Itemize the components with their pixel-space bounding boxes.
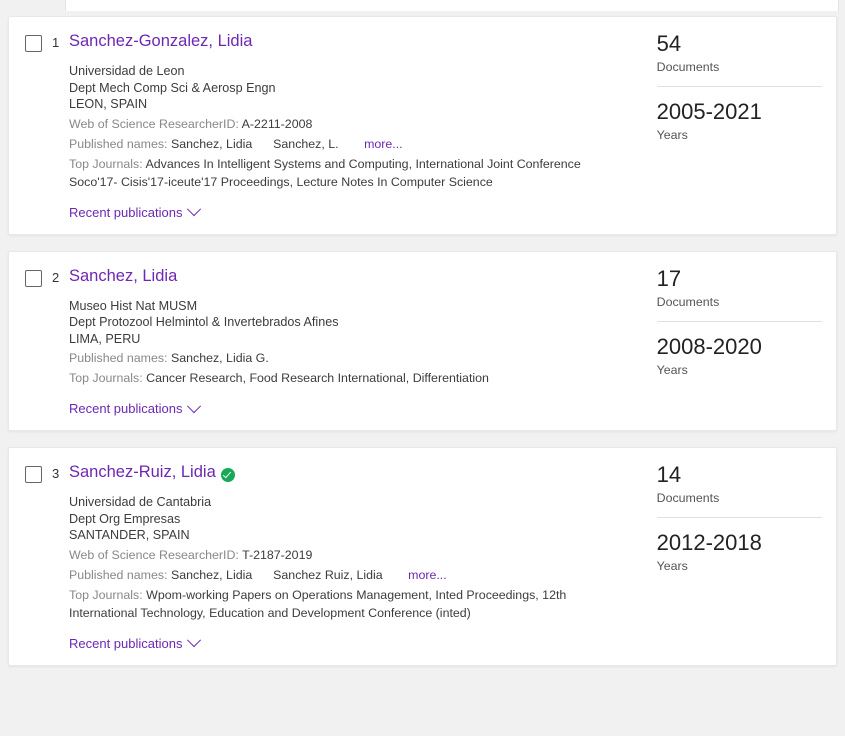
author-name-link[interactable]: Sanchez-Ruiz, Lidia xyxy=(69,463,216,481)
select-checkbox[interactable] xyxy=(25,270,42,287)
top-journals-line xyxy=(69,369,609,387)
documents-label: Documents xyxy=(656,491,720,505)
published-names-line xyxy=(69,135,649,153)
author-organization: Universidad de Leon xyxy=(69,64,185,78)
published-name: Sanchez, Lidia xyxy=(170,136,253,151)
researcher-id-value: T-2187-2019 xyxy=(242,547,313,562)
author-department: Dept Protozool Helmintol & Invertebrados Afines xyxy=(69,315,339,329)
select-checkbox[interactable] xyxy=(25,35,42,52)
researcher-id-value: A-2211-2008 xyxy=(241,116,313,131)
author-city-country: SANTANDER, SPAIN xyxy=(69,528,190,542)
more-names-link[interactable]: more... xyxy=(364,136,403,151)
documents-label: Documents xyxy=(656,294,720,309)
years-stat xyxy=(657,530,822,585)
author-results-list xyxy=(0,16,845,682)
card-stats-column xyxy=(657,31,836,222)
author-details xyxy=(69,266,657,419)
stat-divider xyxy=(657,86,822,87)
published-names-label: Published names: xyxy=(69,351,168,365)
card-inner xyxy=(9,266,836,419)
top-journals-line xyxy=(69,155,609,191)
more-names-link[interactable]: more... xyxy=(408,567,447,582)
years-label: Years xyxy=(656,362,688,377)
author-department: Dept Org Empresas xyxy=(69,511,181,526)
years-range: 2012-2018 xyxy=(656,530,762,555)
published-name: Sanchez, Lidia xyxy=(170,567,253,582)
years-stat xyxy=(657,99,822,154)
published-names-label: Published names: xyxy=(69,136,168,151)
years-stat xyxy=(657,334,822,389)
documents-count: 14 xyxy=(656,462,682,487)
author-name-link[interactable]: Sanchez-Gonzalez, Lidia xyxy=(69,32,253,50)
published-names-line xyxy=(69,566,649,584)
author-organization: Museo Hist Nat MUSM xyxy=(69,298,198,313)
recent-publications-label: Recent publications xyxy=(69,204,183,220)
documents-count: 17 xyxy=(656,265,682,291)
researcher-id-line xyxy=(69,115,649,133)
published-name: Sanchez, Lidia G. xyxy=(170,351,269,365)
select-area xyxy=(25,31,69,222)
top-journals-value: Cancer Research, Food Research International, Differentiation xyxy=(146,371,489,385)
documents-label: Documents xyxy=(656,60,720,74)
chevron-down-icon xyxy=(187,633,201,647)
card-stats-column xyxy=(657,266,836,419)
top-journals-label: Top Journals: xyxy=(69,156,143,171)
author-organization: Universidad de Cantabria xyxy=(69,495,212,509)
author-department: Dept Mech Comp Sci & Aerosp Engn xyxy=(69,80,276,95)
documents-stat xyxy=(657,31,822,86)
documents-stat xyxy=(657,462,822,517)
result-rank: 3 xyxy=(52,466,60,481)
published-name: Sanchez Ruiz, Lidia xyxy=(273,567,383,582)
top-journals-value: Wpom-working Papers on Operations Management, Inted Proceedings, 12th International Technology, Education and Development Conference (inted) xyxy=(69,587,567,620)
result-rank: 1 xyxy=(52,35,60,50)
card-main-column xyxy=(9,266,657,419)
result-rank: 2 xyxy=(52,269,60,285)
documents-stat xyxy=(657,266,822,321)
select-area xyxy=(25,266,69,419)
author-name-row xyxy=(69,31,649,57)
card-main-column xyxy=(9,31,657,222)
verified-badge-icon xyxy=(221,468,235,482)
author-city-country: LIMA, PERU xyxy=(69,331,141,346)
author-details xyxy=(69,462,657,653)
top-journals-line xyxy=(69,586,609,622)
researcher-id-label: Web of Science ResearcherID: xyxy=(69,547,239,562)
years-label: Years xyxy=(656,559,688,573)
years-range: 2005-2021 xyxy=(656,99,762,124)
recent-publications-toggle[interactable] xyxy=(69,636,199,651)
author-result-card[interactable] xyxy=(8,447,837,666)
stat-divider xyxy=(657,321,822,322)
author-name-row xyxy=(69,462,649,488)
recent-publications-label: Recent publications xyxy=(69,635,183,651)
stat-divider xyxy=(657,517,822,518)
researcher-id-line xyxy=(69,546,649,564)
published-names-label: Published names: xyxy=(69,567,168,582)
author-city-country: LEON, SPAIN xyxy=(69,97,148,111)
author-name-link[interactable]: Sanchez, Lidia xyxy=(69,266,178,285)
recent-publications-toggle[interactable] xyxy=(69,401,199,416)
previous-card-edge xyxy=(65,0,839,11)
card-stats-column xyxy=(657,462,836,653)
select-area xyxy=(25,462,69,653)
card-main-column xyxy=(9,462,657,653)
published-name: Sanchez, L. xyxy=(273,136,339,151)
top-journals-value: Advances In Intelligent Systems and Computing, International Joint Conference Soco'17- Cisis'17-iceute'17 Proceedings, Lecture Notes In Computer Science xyxy=(69,156,581,189)
author-result-card[interactable] xyxy=(8,16,837,235)
page-top-strip xyxy=(0,0,845,16)
chevron-down-icon xyxy=(187,399,201,413)
chevron-down-icon xyxy=(187,202,201,216)
author-name-row xyxy=(69,266,649,292)
researcher-id-label: Web of Science ResearcherID: xyxy=(69,116,239,131)
author-details xyxy=(69,31,657,222)
author-result-card[interactable] xyxy=(8,251,837,432)
top-journals-label: Top Journals: xyxy=(69,587,143,602)
card-inner xyxy=(9,31,836,222)
years-label: Years xyxy=(656,128,688,142)
recent-publications-label: Recent publications xyxy=(69,401,183,416)
recent-publications-toggle[interactable] xyxy=(69,205,199,220)
card-inner xyxy=(9,462,836,653)
select-checkbox[interactable] xyxy=(25,466,42,483)
years-range: 2008-2020 xyxy=(656,333,762,359)
published-names-line xyxy=(69,349,649,367)
top-journals-label: Top Journals: xyxy=(69,371,143,385)
documents-count: 54 xyxy=(656,31,682,56)
